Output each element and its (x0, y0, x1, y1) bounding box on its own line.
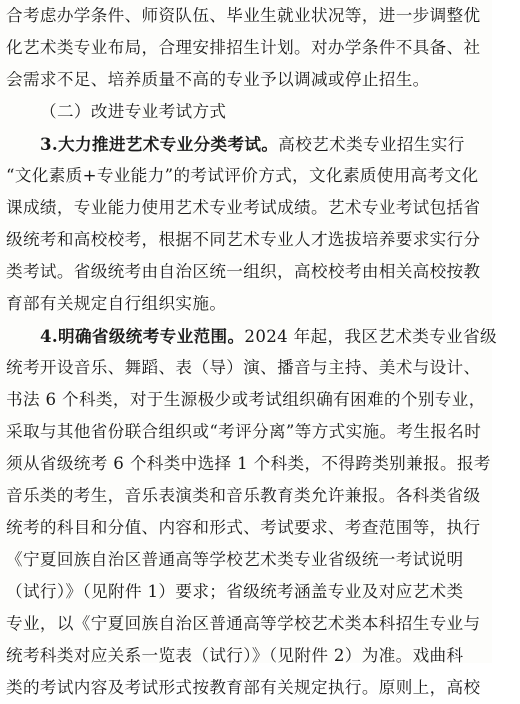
paragraph-3-line-10: 专业，以《宁夏回族自治区普通高等学校艺术类本科招生专业与 (6, 614, 481, 633)
paragraph-3-line-4: 采取与其他省份联合组织或“考评分离”等方式实施。考生报名时 (6, 422, 482, 441)
paragraph-3-line-3: 书法 6 个科类，对于生源极少或考试组织确有困难的个别专业， (6, 390, 486, 409)
paragraph-1-line-1: 合考虑办学条件、师资队伍、毕业生就业状况等，进一步调整优 (6, 6, 481, 25)
paragraph-3-line-8: 《宁夏回族自治区普通高等学校艺术类专业省级统一考试说明 (6, 550, 464, 569)
paragraph-3-line-5: 须从省级统考 6 个科类中选择 1 个科类，不得跨类别兼报。报考 (6, 454, 491, 473)
section-heading: （二）改进专业考试方式 (40, 102, 227, 121)
paragraph-2-line-5: 类考试。省级统考由自治区统一组织，高校校考由相关高校按教 (6, 262, 481, 281)
paragraph-2-line-3: 课成绩，专业能力使用艺术专业考试成绩。艺术专业考试包括省 (6, 198, 481, 217)
paragraph-1-line-2: 化艺术类专业布局，合理安排招生计划。对办学条件不具备、社 (6, 38, 481, 57)
paragraph-2-line-4: 级统考和高校校考，根据不同艺术专业人才选拔培养要求实行分 (6, 230, 481, 249)
paragraph-2-line-1 (40, 128, 486, 160)
paragraph-3-line-11: 统考科类对应关系一览表（试行）》（见附件 2）为准。戏曲科 (6, 646, 464, 665)
paragraph-3-lead-bold: 4.明确省级统考专业范围。 (40, 326, 245, 346)
paragraph-2-line-2: “文化素质+专业能力”的考试评价方式，文化素质使用高考文化 (6, 166, 479, 185)
paragraph-3-line-12: 类的考试内容及考试形式按教育部有关规定执行。原则上，高校 (6, 678, 481, 697)
paragraph-3-line-2: 统考开设音乐、舞蹈、表（导）演、播音与主持、美术与设计、 (6, 358, 481, 377)
paragraph-2-lead-bold: 3.大力推进艺术专业分类考试。 (40, 134, 279, 154)
paragraph-3-line-7: 统考的科目和分值、内容和形式、考试要求、考查范围等，执行 (6, 518, 481, 537)
paragraph-2-line-6: 育部有关规定自行组织实施。 (6, 294, 227, 313)
paragraph-1-line-3: 会需求不足、培养质量不高的专业予以调减或停止招生。 (6, 70, 430, 89)
paragraph-2-line-1-rest: 高校艺术类专业招生实行 (278, 135, 465, 154)
paragraph-3-line-9: （试行）》（见附件 1）要求；省级统考涵盖专业及对应艺术类 (6, 582, 464, 601)
paragraph-3-line-6: 音乐类的考生，音乐表演类和音乐教育类允许兼报。各科类省级 (6, 486, 481, 505)
paragraph-3-line-1-rest: 2024 年起，我区艺术类专业省级 (244, 327, 497, 346)
paragraph-3-line-1 (40, 320, 497, 352)
